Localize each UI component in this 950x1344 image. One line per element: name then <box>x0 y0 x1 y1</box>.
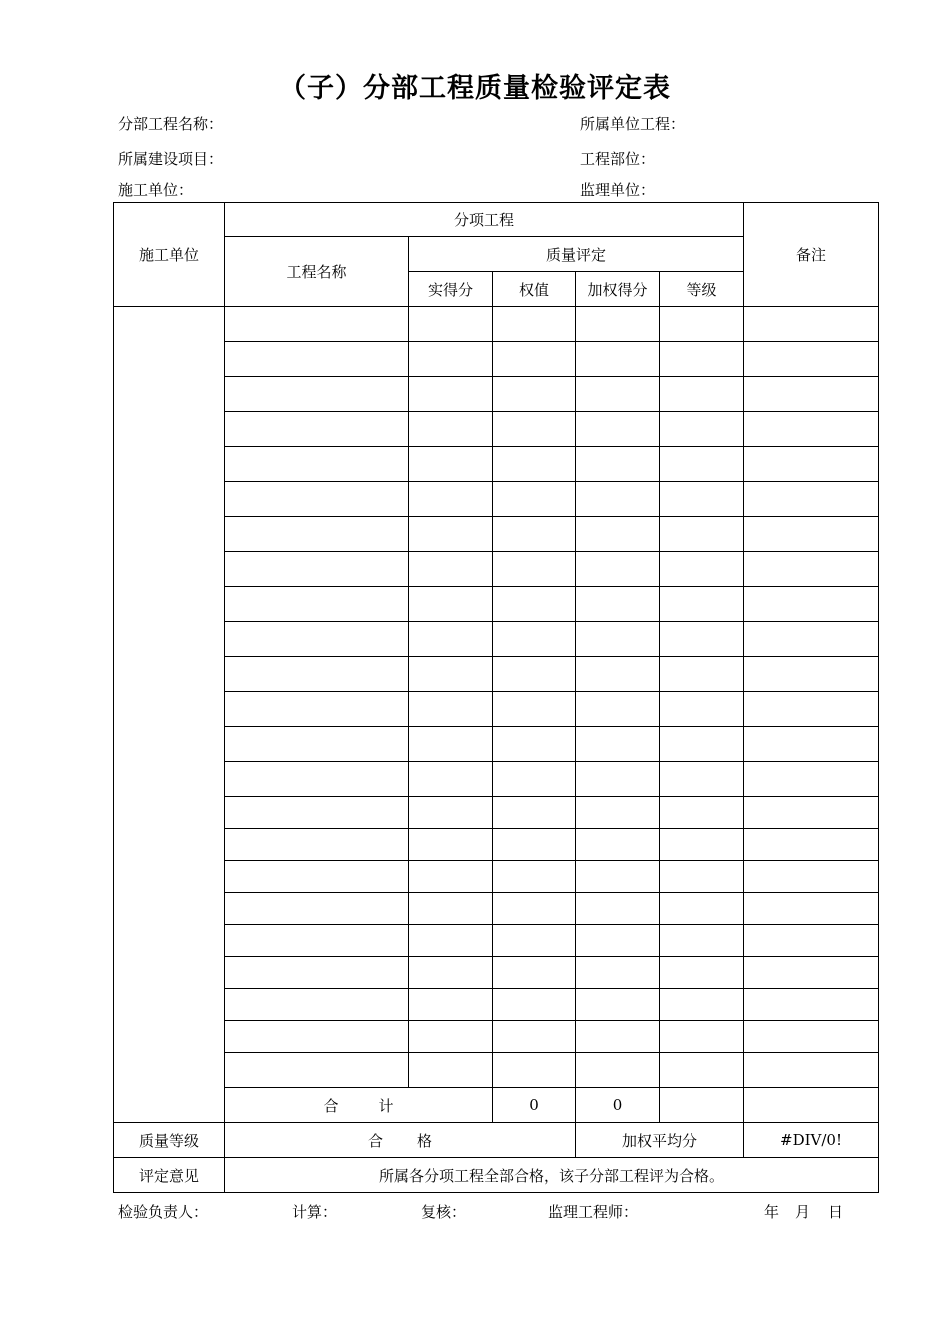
table-cell[interactable] <box>493 1053 576 1088</box>
table-cell[interactable] <box>225 622 409 657</box>
table-cell[interactable] <box>660 861 744 893</box>
table-cell[interactable] <box>225 727 409 762</box>
table-cell[interactable] <box>660 587 744 622</box>
table-row <box>114 517 879 552</box>
table-cell[interactable] <box>225 447 409 482</box>
table-row <box>114 307 879 342</box>
table-cell[interactable] <box>660 482 744 517</box>
contractor-cell[interactable] <box>114 307 225 1123</box>
table-cell[interactable] <box>744 727 879 762</box>
table-cell[interactable] <box>660 989 744 1021</box>
table-cell[interactable] <box>493 727 576 762</box>
table-row <box>114 1021 879 1053</box>
table-cell[interactable] <box>409 552 493 587</box>
table-cell[interactable] <box>493 1021 576 1053</box>
table-cell[interactable] <box>576 692 660 727</box>
table-cell[interactable] <box>225 893 409 925</box>
table-row <box>114 829 879 861</box>
table-cell[interactable] <box>409 797 493 829</box>
quality-eval-header: 质量评定 <box>409 237 744 272</box>
total-label-char-2: 计 <box>378 1096 394 1115</box>
table-row <box>114 925 879 957</box>
contractor-header: 施工单位 <box>114 203 225 307</box>
table-cell[interactable] <box>409 622 493 657</box>
table-row <box>114 1053 879 1088</box>
table-cell[interactable] <box>660 447 744 482</box>
table-cell[interactable] <box>744 447 879 482</box>
table-cell[interactable] <box>493 657 576 692</box>
table-cell[interactable] <box>576 517 660 552</box>
table-cell[interactable] <box>744 1021 879 1053</box>
table-cell[interactable] <box>744 1053 879 1088</box>
table-cell[interactable] <box>409 517 493 552</box>
table-cell[interactable] <box>225 377 409 412</box>
table-cell[interactable] <box>225 797 409 829</box>
table-row <box>114 622 879 657</box>
page-title: （子）分部工程质量检验评定表 <box>279 73 671 104</box>
year-label: 年 <box>764 1203 780 1221</box>
contractor-label: 施工单位： <box>118 181 194 199</box>
header-row-1 <box>114 203 879 237</box>
table-row <box>114 587 879 622</box>
table-row <box>114 412 879 447</box>
table-cell[interactable] <box>409 925 493 957</box>
table-row <box>114 342 879 377</box>
table-cell[interactable] <box>493 925 576 957</box>
opinion-row <box>114 1158 879 1193</box>
table-cell[interactable] <box>493 587 576 622</box>
table-cell[interactable] <box>493 861 576 893</box>
table-cell[interactable] <box>493 447 576 482</box>
table-cell[interactable] <box>660 797 744 829</box>
table-cell[interactable] <box>225 1021 409 1053</box>
table-row <box>114 893 879 925</box>
day-label: 日 <box>828 1203 844 1221</box>
table-cell[interactable] <box>576 989 660 1021</box>
table-cell[interactable] <box>493 989 576 1021</box>
table-cell[interactable] <box>576 861 660 893</box>
quality-grade-row <box>114 1123 879 1158</box>
table-cell[interactable] <box>409 447 493 482</box>
table-row <box>114 762 879 797</box>
table-cell[interactable] <box>493 762 576 797</box>
supervising-engineer-label: 监理工程师： <box>548 1203 639 1221</box>
table-cell[interactable] <box>744 925 879 957</box>
table-cell[interactable] <box>660 762 744 797</box>
total-row <box>114 1088 879 1123</box>
quality-grade-char-1: 合 <box>367 1131 383 1150</box>
table-cell[interactable] <box>225 762 409 797</box>
table-cell[interactable] <box>409 762 493 797</box>
table-cell[interactable] <box>744 957 879 989</box>
table-cell[interactable] <box>493 957 576 989</box>
table-cell[interactable] <box>660 1053 744 1088</box>
table-cell[interactable] <box>409 377 493 412</box>
project-location-label: 工程部位： <box>580 150 656 168</box>
table-cell[interactable] <box>576 377 660 412</box>
table-cell[interactable] <box>225 829 409 861</box>
table-cell[interactable] <box>409 692 493 727</box>
table-cell[interactable] <box>660 1021 744 1053</box>
table-cell[interactable] <box>225 957 409 989</box>
table-cell[interactable] <box>576 829 660 861</box>
table-cell[interactable] <box>225 587 409 622</box>
table-cell[interactable] <box>576 307 660 342</box>
table-cell[interactable] <box>409 587 493 622</box>
total-label <box>225 1088 493 1123</box>
table-row <box>114 957 879 989</box>
table-cell[interactable] <box>576 925 660 957</box>
table-cell[interactable] <box>660 657 744 692</box>
table-cell[interactable] <box>576 727 660 762</box>
quality-grade-char-2: 格 <box>417 1131 433 1150</box>
table-cell[interactable] <box>744 482 879 517</box>
table-cell[interactable] <box>493 307 576 342</box>
total-remarks-cell <box>744 1088 879 1123</box>
table-cell[interactable] <box>225 412 409 447</box>
grade-header: 等级 <box>660 272 744 307</box>
table-cell[interactable] <box>744 622 879 657</box>
project-name-header: 工程名称 <box>225 237 409 307</box>
table-row <box>114 657 879 692</box>
supervisor-label: 监理单位： <box>580 181 656 199</box>
table-cell[interactable] <box>744 587 879 622</box>
actual-score-header: 实得分 <box>409 272 493 307</box>
table-cell[interactable] <box>225 517 409 552</box>
opinion-label: 评定意见 <box>114 1158 225 1193</box>
remarks-header: 备注 <box>744 203 879 307</box>
table-cell[interactable] <box>744 377 879 412</box>
table-cell[interactable] <box>493 622 576 657</box>
table-cell[interactable] <box>493 552 576 587</box>
table-cell[interactable] <box>660 342 744 377</box>
table-cell[interactable] <box>409 1053 493 1088</box>
table-cell[interactable] <box>225 861 409 893</box>
table-cell[interactable] <box>493 482 576 517</box>
table-cell[interactable] <box>660 893 744 925</box>
table-cell[interactable] <box>744 517 879 552</box>
division-name-label: 分部工程名称： <box>118 115 224 133</box>
quality-grade-label: 质量等级 <box>114 1123 225 1158</box>
table-cell[interactable] <box>576 412 660 447</box>
table-cell[interactable] <box>576 587 660 622</box>
table-cell[interactable] <box>225 1053 409 1088</box>
table-cell[interactable] <box>576 552 660 587</box>
opinion-value: 所属各分项工程全部合格，该子分部工程评为合格。 <box>225 1158 879 1193</box>
table-cell[interactable] <box>409 342 493 377</box>
quality-grade-value <box>225 1123 576 1158</box>
table-cell[interactable] <box>493 893 576 925</box>
table-cell[interactable] <box>225 989 409 1021</box>
weighted-avg-value: #DIV/0! <box>744 1123 879 1158</box>
table-row <box>114 692 879 727</box>
table-cell[interactable] <box>576 893 660 925</box>
table-cell[interactable] <box>576 762 660 797</box>
table-cell[interactable] <box>660 622 744 657</box>
table-cell[interactable] <box>409 307 493 342</box>
table-cell[interactable] <box>409 893 493 925</box>
table-cell[interactable] <box>576 342 660 377</box>
table-cell[interactable] <box>576 657 660 692</box>
table-cell[interactable] <box>225 552 409 587</box>
table-cell[interactable] <box>660 412 744 447</box>
table-cell[interactable] <box>225 692 409 727</box>
table-cell[interactable] <box>409 957 493 989</box>
calculator-label: 计算： <box>292 1203 338 1221</box>
table-row <box>114 727 879 762</box>
table-cell[interactable] <box>225 307 409 342</box>
table-cell[interactable] <box>409 482 493 517</box>
table-cell[interactable] <box>660 517 744 552</box>
inspector-label: 检验负责人： <box>118 1203 209 1221</box>
table-cell[interactable] <box>493 412 576 447</box>
table-cell[interactable] <box>409 657 493 692</box>
table-cell[interactable] <box>493 377 576 412</box>
table-cell[interactable] <box>493 517 576 552</box>
table-cell[interactable] <box>409 1021 493 1053</box>
table-cell[interactable] <box>660 692 744 727</box>
table-cell[interactable] <box>409 727 493 762</box>
table-cell[interactable] <box>744 657 879 692</box>
month-label: 月 <box>795 1203 811 1221</box>
table-cell[interactable] <box>576 797 660 829</box>
table-cell[interactable] <box>660 925 744 957</box>
table-cell[interactable] <box>409 829 493 861</box>
table-cell[interactable] <box>660 307 744 342</box>
table-cell[interactable] <box>660 957 744 989</box>
weighted-score-header: 加权得分 <box>576 272 660 307</box>
table-cell[interactable] <box>660 829 744 861</box>
table-cell[interactable] <box>744 829 879 861</box>
total-weighted-score: 0 <box>576 1088 660 1123</box>
total-actual-score: 0 <box>493 1088 576 1123</box>
weight-header: 权值 <box>493 272 576 307</box>
construction-project-label: 所属建设项目： <box>118 150 224 168</box>
table-cell[interactable] <box>744 893 879 925</box>
table-cell[interactable] <box>744 342 879 377</box>
table-cell[interactable] <box>744 692 879 727</box>
table-cell[interactable] <box>576 957 660 989</box>
table-cell[interactable] <box>409 861 493 893</box>
table-cell[interactable] <box>576 622 660 657</box>
unit-project-label: 所属单位工程： <box>580 115 686 133</box>
total-grade-cell <box>660 1088 744 1123</box>
table-cell[interactable] <box>493 797 576 829</box>
table-cell[interactable] <box>225 342 409 377</box>
table-cell[interactable] <box>225 482 409 517</box>
table-cell[interactable] <box>744 797 879 829</box>
table-cell[interactable] <box>576 447 660 482</box>
table-cell[interactable] <box>409 412 493 447</box>
table-cell[interactable] <box>660 377 744 412</box>
table-cell[interactable] <box>744 552 879 587</box>
table-cell[interactable] <box>660 727 744 762</box>
table-row <box>114 797 879 829</box>
table-cell[interactable] <box>409 989 493 1021</box>
table-row <box>114 552 879 587</box>
table-cell[interactable] <box>576 1021 660 1053</box>
table-row <box>114 377 879 412</box>
table-row <box>114 989 879 1021</box>
table-row <box>114 447 879 482</box>
table-cell[interactable] <box>225 657 409 692</box>
table-cell[interactable] <box>576 482 660 517</box>
evaluation-table <box>113 202 879 1193</box>
table-cell[interactable] <box>493 692 576 727</box>
table-row <box>114 861 879 893</box>
table-cell[interactable] <box>744 307 879 342</box>
weighted-avg-label: 加权平均分 <box>576 1123 744 1158</box>
total-label-char-1: 合 <box>323 1096 339 1115</box>
table-cell[interactable] <box>493 829 576 861</box>
table-row <box>114 482 879 517</box>
table-cell[interactable] <box>225 925 409 957</box>
table-cell[interactable] <box>744 861 879 893</box>
sub-item-header: 分项工程 <box>225 203 744 237</box>
table-cell[interactable] <box>744 762 879 797</box>
table-cell[interactable] <box>493 342 576 377</box>
table-cell[interactable] <box>744 412 879 447</box>
table-cell[interactable] <box>576 1053 660 1088</box>
table-cell[interactable] <box>660 552 744 587</box>
reviewer-label: 复核： <box>421 1203 467 1221</box>
table-cell[interactable] <box>744 989 879 1021</box>
